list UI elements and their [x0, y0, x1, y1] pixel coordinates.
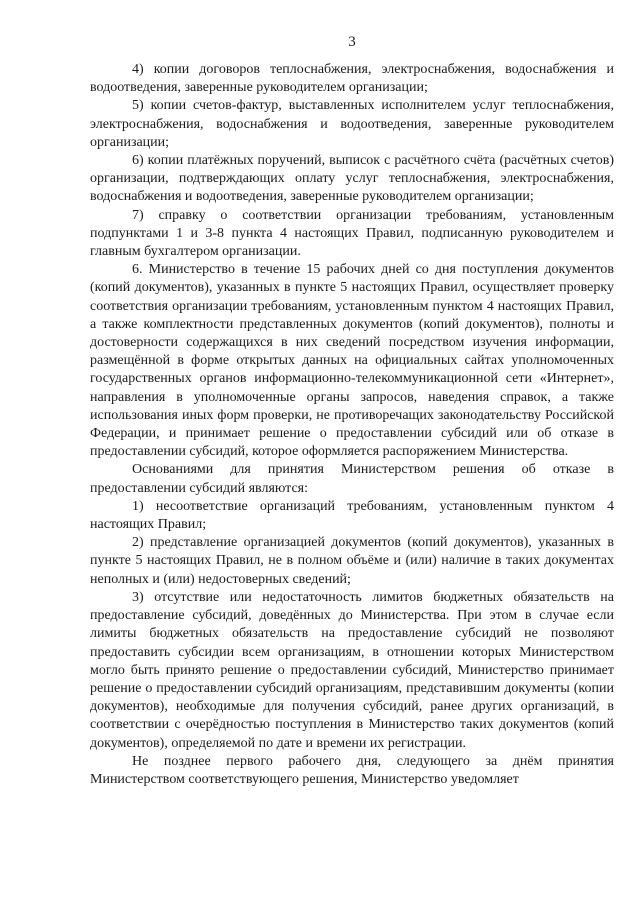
- paragraph-clause-6: 6. Министерство в течение 15 рабочих дней со дня поступления документов (копий документов), указанных в пункте 5 настоящих Правил, осуществляет проверку соответствия организации требованиям, установленным пунктом 4 настоящих Правил, а также комплектности представленных документов (копий документов), полноты и достоверности содержащихся в них сведений посредством изучения информации, размещённой в форме открытых данных на официальных сайтах уполномоченных государственных органов информационно-телекоммуникационной сети «Интернет», направления в уполномоченные органы запросов, наведения справок, а также использования иных форм проверки, не противоречащих законодательству Российской Федерации, и принимает решение о предоставлении субсидий или об отказе в предоставлении субсидий, которое оформляется распоряжением Министерства.: [90, 262, 614, 460]
- paragraph-notification: Не позднее первого рабочего дня, следующего за днём принятия Министерством соответствующего решения, Министерство уведомляет: [90, 753, 614, 787]
- paragraph-item-5: 5) копии счетов-фактур, выставленных исполнителем услуг теплоснабжения, электроснабжения, водоснабжения и водоотведения, заверенные руководителем организации;: [90, 98, 614, 150]
- paragraph-item-7: 7) справку о соответствии организации требованиям, установленным подпунктами 1 и 3-8 пункта 4 настоящих Правил, подписанную руководителем и главным бухгалтером организации.: [90, 207, 614, 260]
- paragraph-ground-3: 3) отсутствие или недостаточность лимитов бюджетных обязательств на предоставление субсидий, доведённых до Министерства. При этом в случае если лимиты бюджетных обязательств на предоставление субсидий не позволяют предоставить субсидии всем организациям, в отношении которых Министерством могло быть принято решение о предоставлении субсидий, Министерство принимает решение о предоставлении субсидий организациям, представившим документы (копии документов), необходимые для получения субсидий, ранее других организаций, в соответствии с очерёдностью поступления в Министерство таких документов (копий документов), определяемой по дате и времени их регистрации.: [90, 589, 614, 751]
- paragraph-ground-1: 1) несоответствие организаций требованиям, установленным пунктом 4 настоящих Правил;: [90, 498, 614, 533]
- paragraph-item-4: 4) копии договоров теплоснабжения, электроснабжения, водоснабжения и водоотведения, заверенные руководителем организации;: [90, 62, 614, 96]
- paragraph-refusal-grounds: Основаниями для принятия Министерством решения об отказе в предоставлении субсидий являются:: [90, 462, 614, 496]
- page-number: 3: [348, 34, 356, 50]
- paragraph-item-6: 6) копии платёжных поручений, выписок с расчётного счёта (расчётных счетов) организации, подтверждающих оплату услуг теплоснабжения, электроснабжения, водоснабжения и водоотведения, заверенные руководителем организации;: [90, 153, 614, 205]
- paragraph-ground-2: 2) представление организацией документов (копий документов), указанных в пункте 5 настоящих Правил, не в полном объёме и (или) наличие в таких документах неполных и (или) недостоверных сведений;: [90, 535, 614, 587]
